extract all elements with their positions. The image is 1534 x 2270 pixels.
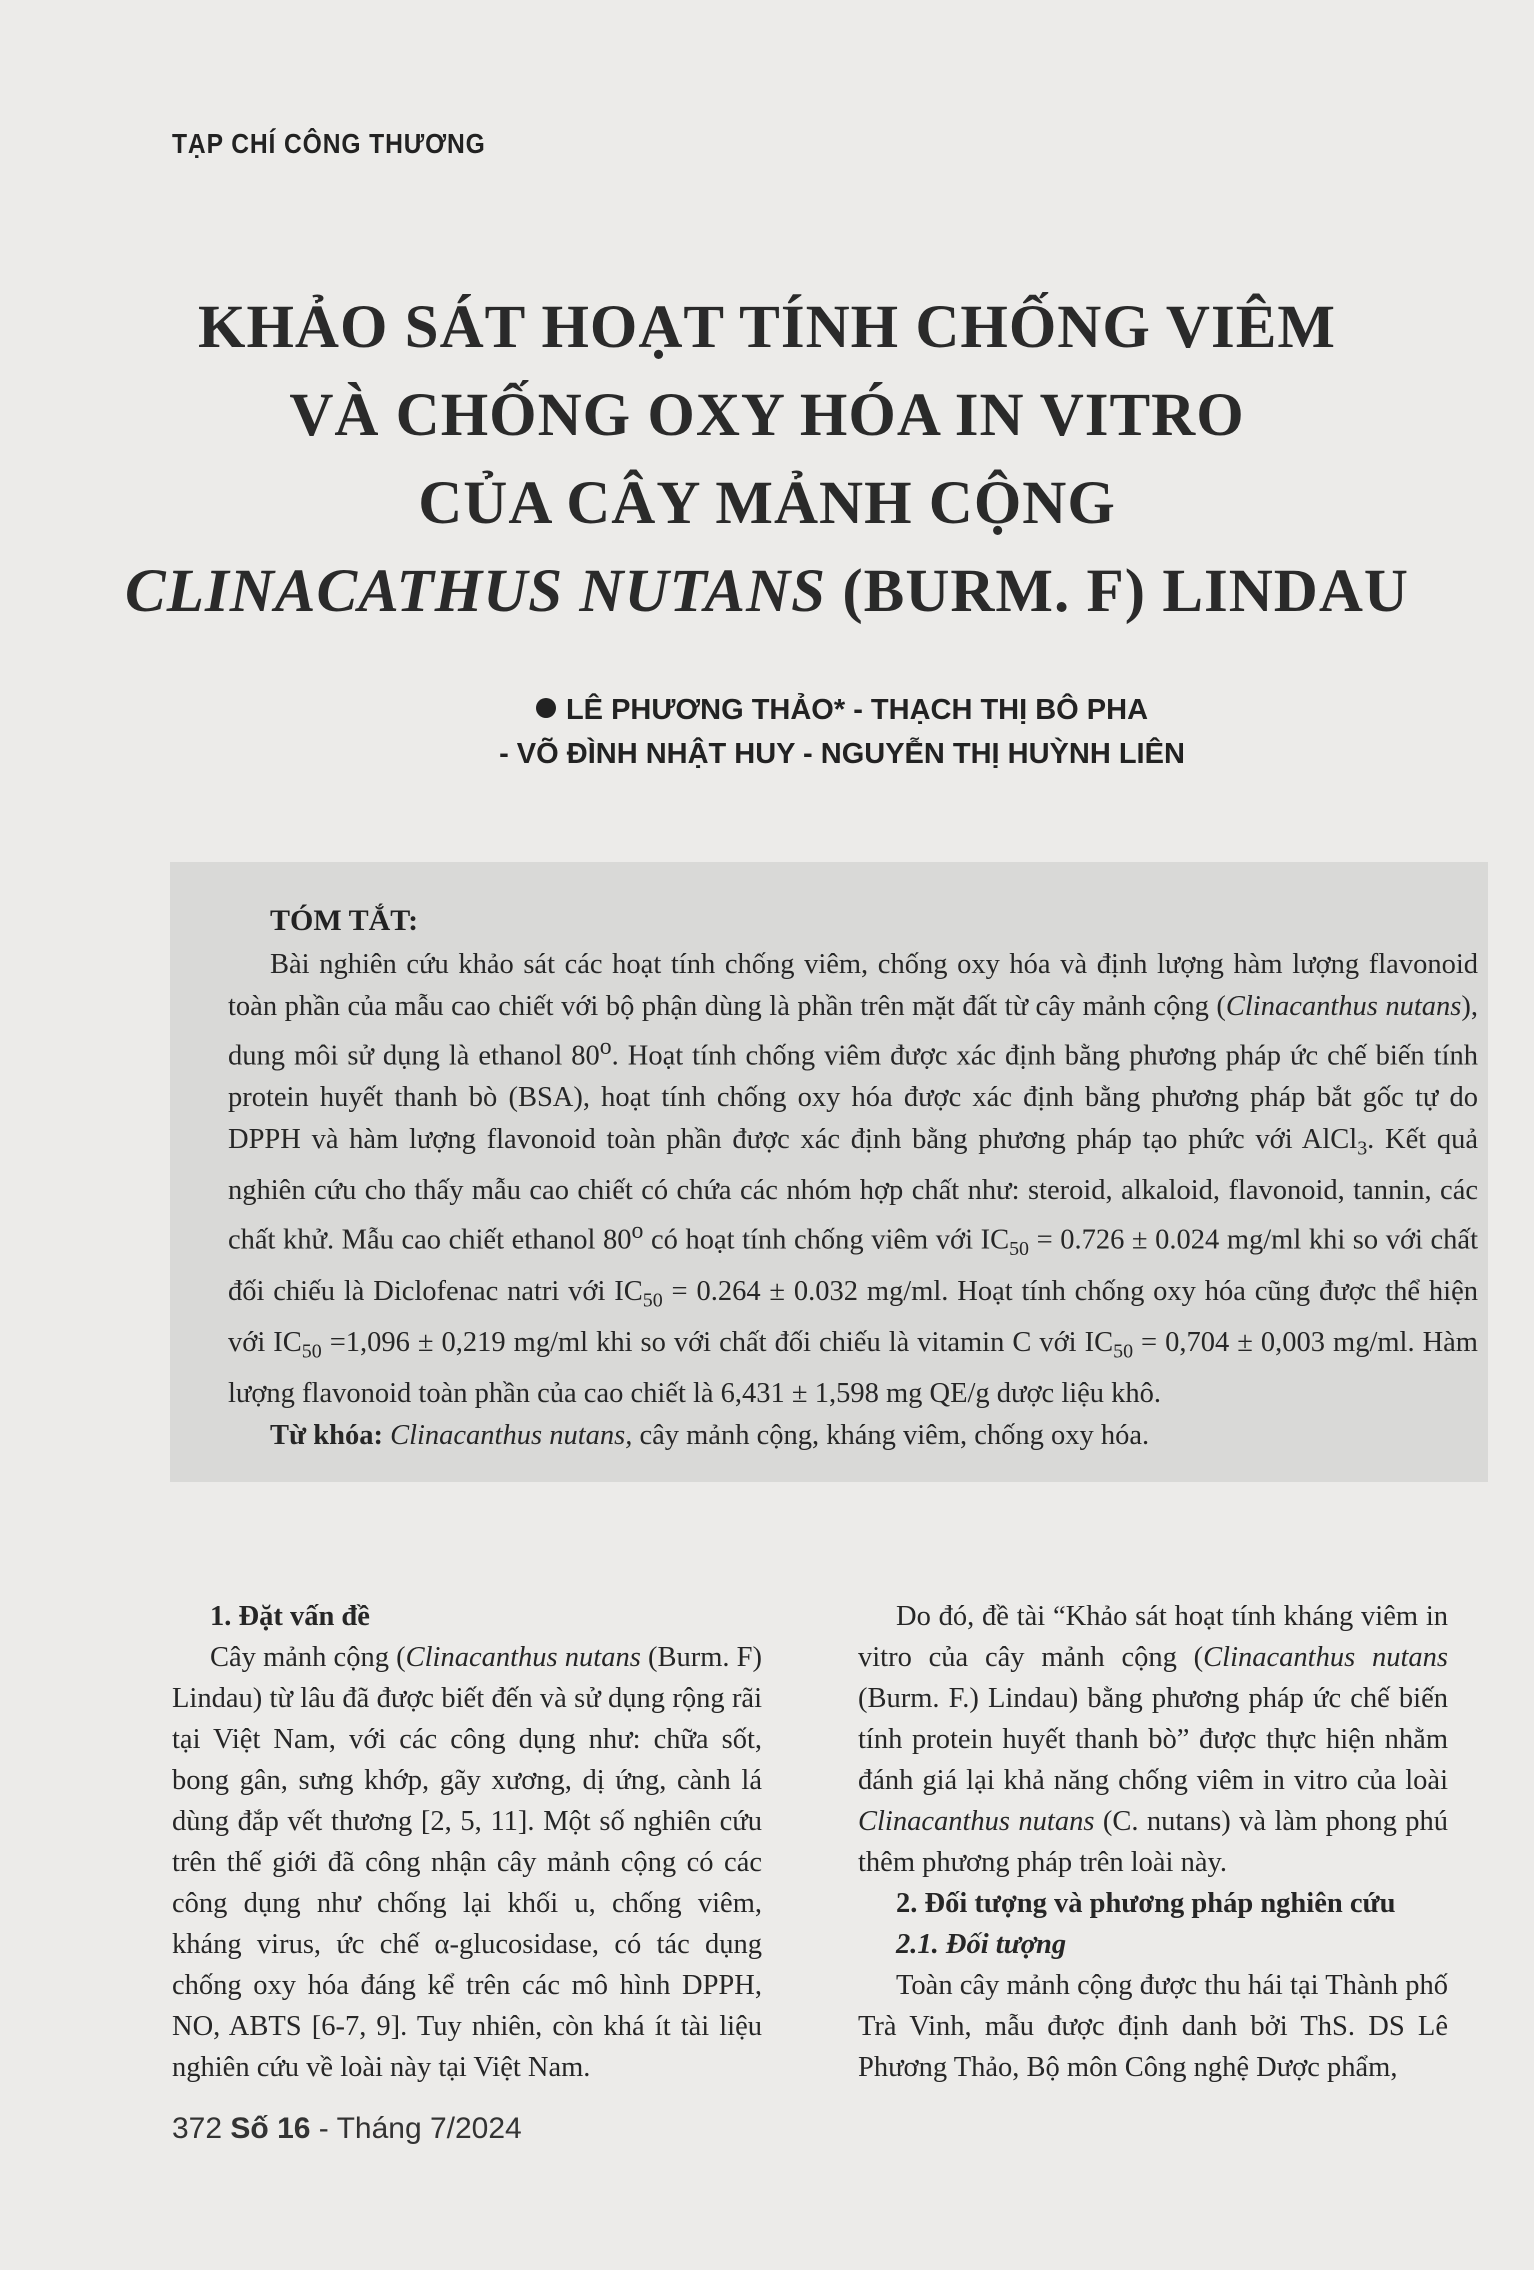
left-column [172,1596,762,2088]
author-list [0,688,1534,776]
page-footer [172,2112,522,2146]
journal-name: TẠP CHÍ CÔNG THƯƠNG [172,128,486,159]
title-line-2: VÀ CHỐNG OXY HÓA IN VITRO [289,382,1245,449]
abstract-paragraph: Bài nghiên cứu khảo sát các hoạt tính chống viêm, chống oxy hóa và định lượng hàm lượng flavonoid toàn phần của mẫu cao chiết với bộ phận dùng là phần trên mặt đất từ cây mảnh cộng (Clinacanthus nutans), dung môi sử dụng là ethanol 80$^o$. Hoạt tính chống viêm được xác định bằng phương pháp ức chế biến tính protein huyết thanh bò (BSA), hoạt tính chống oxy hóa được xác định bằng phương pháp bắt gốc tự do DPPH và hàm lượng flavonoid toàn phần được xác định bằng phương pháp tạo phức với AlCl$_3$. Kết quả nghiên cứu cho thấy mẫu cao chiết có chứa các nhóm hợp chất như: steroid, alkaloid, flavonoid, tannin, các chất khử. Mẫu cao chiết ethanol 80$^o$ có hoạt tính chống viêm với $IC_{50} = 0.726 \pm 0.024$ mg/ml khi so với chất đối chiếu là Diclofenac natri với $IC_{50} = 0.264 \pm 0.032$ mg/ml. Hoạt tính chống oxy hóa cũng được thể hiện với $IC_{50} =1,096 \pm 0,219$ mg/ml khi so với chất đối chiếu là vitamin C với $IC_{50} = 0,704 \pm 0,003$ mg/ml. Hàm lượng flavonoid toàn phần của cao chiết là 6,431 ± 1,598 mg QE/g dược liệu khô. [228,949,1479,1410]
abstract-heading: TÓM TẮT: [270,904,419,937]
abstract-body [228,944,1478,1456]
authors-line-1: LÊ PHƯƠNG THẢO* - THẠCH THỊ BÔ PHA [0,688,1534,732]
issue-date: - Tháng 7/2024 [318,2112,522,2145]
title-authority: (BURM. F) LINDAU [826,558,1409,625]
subsection-heading-2-1: 2.1. Đối tượng [896,1929,1067,1960]
intro-paragraph: Cây mảnh cộng (Clinacanthus nutans (Burm. F) Lindau) từ lâu đã được biết đến và sử dụng rộng rãi tại Việt Nam, với các công dụng như: chữa sốt, bong gân, sưng khớp, gãy xương, dị ứng, cành lá dùng đắp vết thương [2, 5, 11]. Một số nghiên cứu trên thế giới đã công nhận cây mảnh cộng có các công dụng như chống lại khối u, chống viêm, kháng virus, ức chế α-glucosidase, có tác dụng chống oxy hóa đáng kể trên các mô hình DPPH, NO, ABTS [6-7, 9]. Tuy nhiên, còn khá ít tài liệu nghiên cứu về loài này tại Việt Nam. [172,1642,762,2083]
right-column [858,1596,1448,2088]
section-heading-1: 1. Đặt vấn đề [210,1601,370,1632]
issue-number: Số 16 [230,2112,311,2145]
title-species: CLINACATHUS NUTANS [125,558,827,625]
authors-line-2: - VÕ ĐÌNH NHẬT HUY - NGUYỄN THỊ HUỲNH LIÊN [499,738,1185,770]
keywords: Từ khóa: Clinacanthus nutans, cây mảnh cộng, kháng viêm, chống oxy hóa. [270,1419,1150,1451]
article-title [0,284,1534,636]
title-line-4 [0,548,1534,636]
intro-paragraph-2: Do đó, đề tài “Khảo sát hoạt tính kháng viêm in vitro của cây mảnh cộng (Clinacanthus nutans (Burm. F.) Lindau) bằng phương pháp ức chế biến tính protein huyết thanh bò” được thực hiện nhằm đánh giá lại khả năng chống viêm in vitro của loài Clinacanthus nutans (C. nutans) và làm phong phú thêm phương pháp trên loài này. [858,1601,1448,1878]
title-line-3: CỦA CÂY MẢNH CỘNG [418,470,1116,537]
bullet-icon [536,698,556,718]
page-number: 372 [172,2112,223,2145]
title-line-1: KHẢO SÁT HOẠT TÍNH CHỐNG VIÊM [198,294,1336,361]
section-heading-2: 2. Đối tượng và phương pháp nghiên cứu [896,1888,1396,1919]
materials-paragraph: Toàn cây mảnh cộng được thu hái tại Thành phố Trà Vinh, mẫu được định danh bởi ThS. DS Lê Phương Thảo, Bộ môn Công nghệ Dược phẩm, [858,1970,1448,2083]
